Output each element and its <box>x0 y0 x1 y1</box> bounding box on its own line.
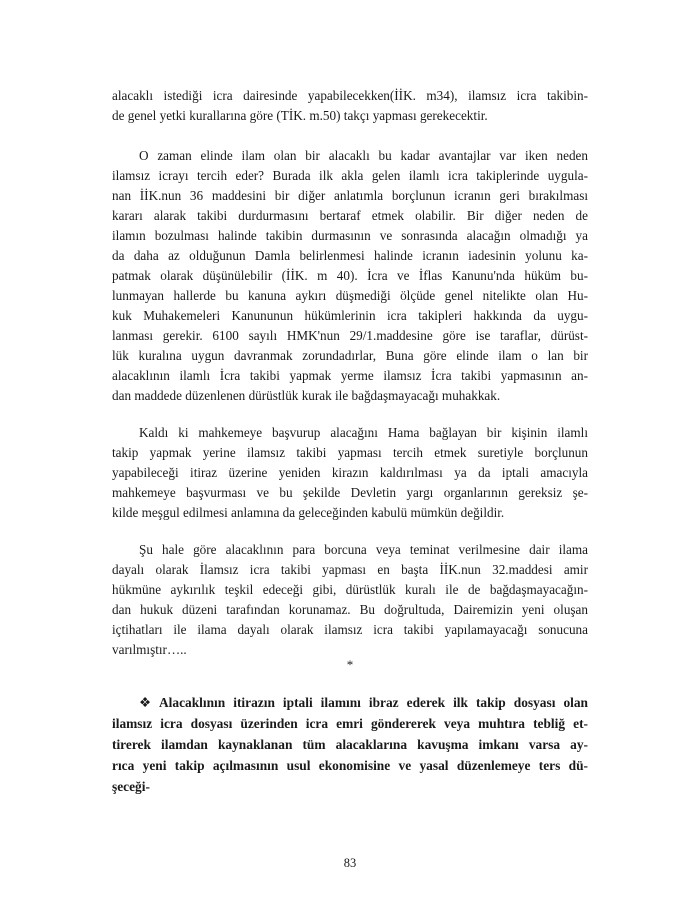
text-line: Şu hale göre alacaklının para borcuna veya teminat verilmesine dair ilama <box>139 542 588 557</box>
text-line: yapabileceği itiraz üzerine yeniden kirazın kaldırılması ya da iptali amacıyla <box>112 465 588 480</box>
text-line: kuk Muhakemeleri Kanununun hükümlerinin icra takipleri hakkında da uygu- <box>112 308 588 323</box>
text-line: mahkemeye başvurması ve bu şekilde Devletin yargı organlarının gereksiz şe- <box>112 485 588 500</box>
text-line: dan hukuk düzeni tarafından korunamaz. Bu doğrultuda, Dairemizin yeni oluşan <box>112 602 588 617</box>
text-line: alacaklı istediği icra dairesinde yapabilecekken(İİK. m34), ilamsız icra takibin- <box>112 88 588 103</box>
heading-line: şeceği- <box>112 779 150 794</box>
page-number: 83 <box>343 856 357 870</box>
diamond-bullet-icon: ❖ <box>139 695 152 710</box>
heading-text: Alacaklının itirazın iptali ilamını ibraz ederek ilk takip dosyası olan <box>159 695 588 710</box>
text-line: nan İİK.nun 36 maddesini bir diğer anlatımla borçlunun icranın geri bırakılması <box>112 188 588 203</box>
text-line: da daha az olduğunun Damla belirlenmesi halinde icranın iadesinin yolunu ka- <box>112 248 588 263</box>
text-line: varılmıştır….. <box>112 642 187 657</box>
text-line: patmak olarak düşünülebilir (İİK. m 40). İcra ve İflas Kanunu'nda hüküm bu- <box>112 268 588 283</box>
text-line: ilamsız icrayı tercih eder? Burada ilk akla gelen ilamlı icra takiplerinde uygula- <box>112 168 588 183</box>
text-line: ilamın bozulması halinde takibin durmasının ve sonrasında alacağın olmadığı ya <box>112 228 588 243</box>
text-line: dayalı olarak İlamsız icra takibi yapması en başta İİK.nun 32.maddesi amir <box>112 562 588 577</box>
text-line: kilde meşgul edilmesi anlamına da geleceğinden kabulü mümkün değildir. <box>112 505 505 520</box>
heading-line <box>139 693 588 713</box>
text-line: kararı alarak takibi durdurmasını bertaraf etmek olabilir. Bir diğer neden de <box>112 208 588 223</box>
heading-line: tirerek ilamdan kaynaklanan tüm alacaklarına kavuşma imkanı varsa ay- <box>112 737 588 752</box>
text-line: lunmayan hallerde bu kanuna aykırı düşmediği ölçüde genel nitelikte olan Hu- <box>112 288 588 303</box>
text-line: lük kuralına uygun davranmak zorundadırlar, Buna göre elinde ilam o lan bir <box>112 348 588 363</box>
text-line: alacaklının ilamlı İcra takibi yapmak yerme ilamsız İcra takibi yapmasının an- <box>112 368 588 383</box>
text-line: O zaman elinde ilam olan bir alacaklı bu kadar avantajlar var iken neden <box>139 148 588 163</box>
heading-line: ilamsız icra dosyası üzerinden icra emri göndererek veya muhtıra tebliğ et- <box>112 716 588 731</box>
text-line: Kaldı ki mahkemeye başvurup alacağını Hama bağlayan bir kişinin ilamlı <box>139 425 588 440</box>
heading-line: rıca yeni takip açılmasının usul ekonomisine ve yasal düzenlemeye ters dü- <box>112 758 588 773</box>
section-separator: * <box>346 657 354 672</box>
text-line: içtihatları ile ilama dayalı olarak ilamsız icra takibi yapılamayacağı sonucuna <box>112 622 588 637</box>
text-line: lanması gerekir. 6100 sayılı HMK'nun 29/1.maddesine göre ise taraflar, dürüst- <box>112 328 588 343</box>
text-line: takip yapmak yerine ilamsız takibi yapması tercih etmek suretiyle borçlunun <box>112 445 588 460</box>
text-line: de genel yetki kurallarına göre (TİK. m.50) takçı yapması gerekecektir. <box>112 108 488 123</box>
text-line: hükmüne aykırılık teşkil edeceği gibi, dürüstlük kuralı ile de bağdaşmayacağın- <box>112 582 588 597</box>
text-line: dan maddede düzenlenen dürüstlük kurak ile bağdaşmayacağı muhakkak. <box>112 388 501 403</box>
